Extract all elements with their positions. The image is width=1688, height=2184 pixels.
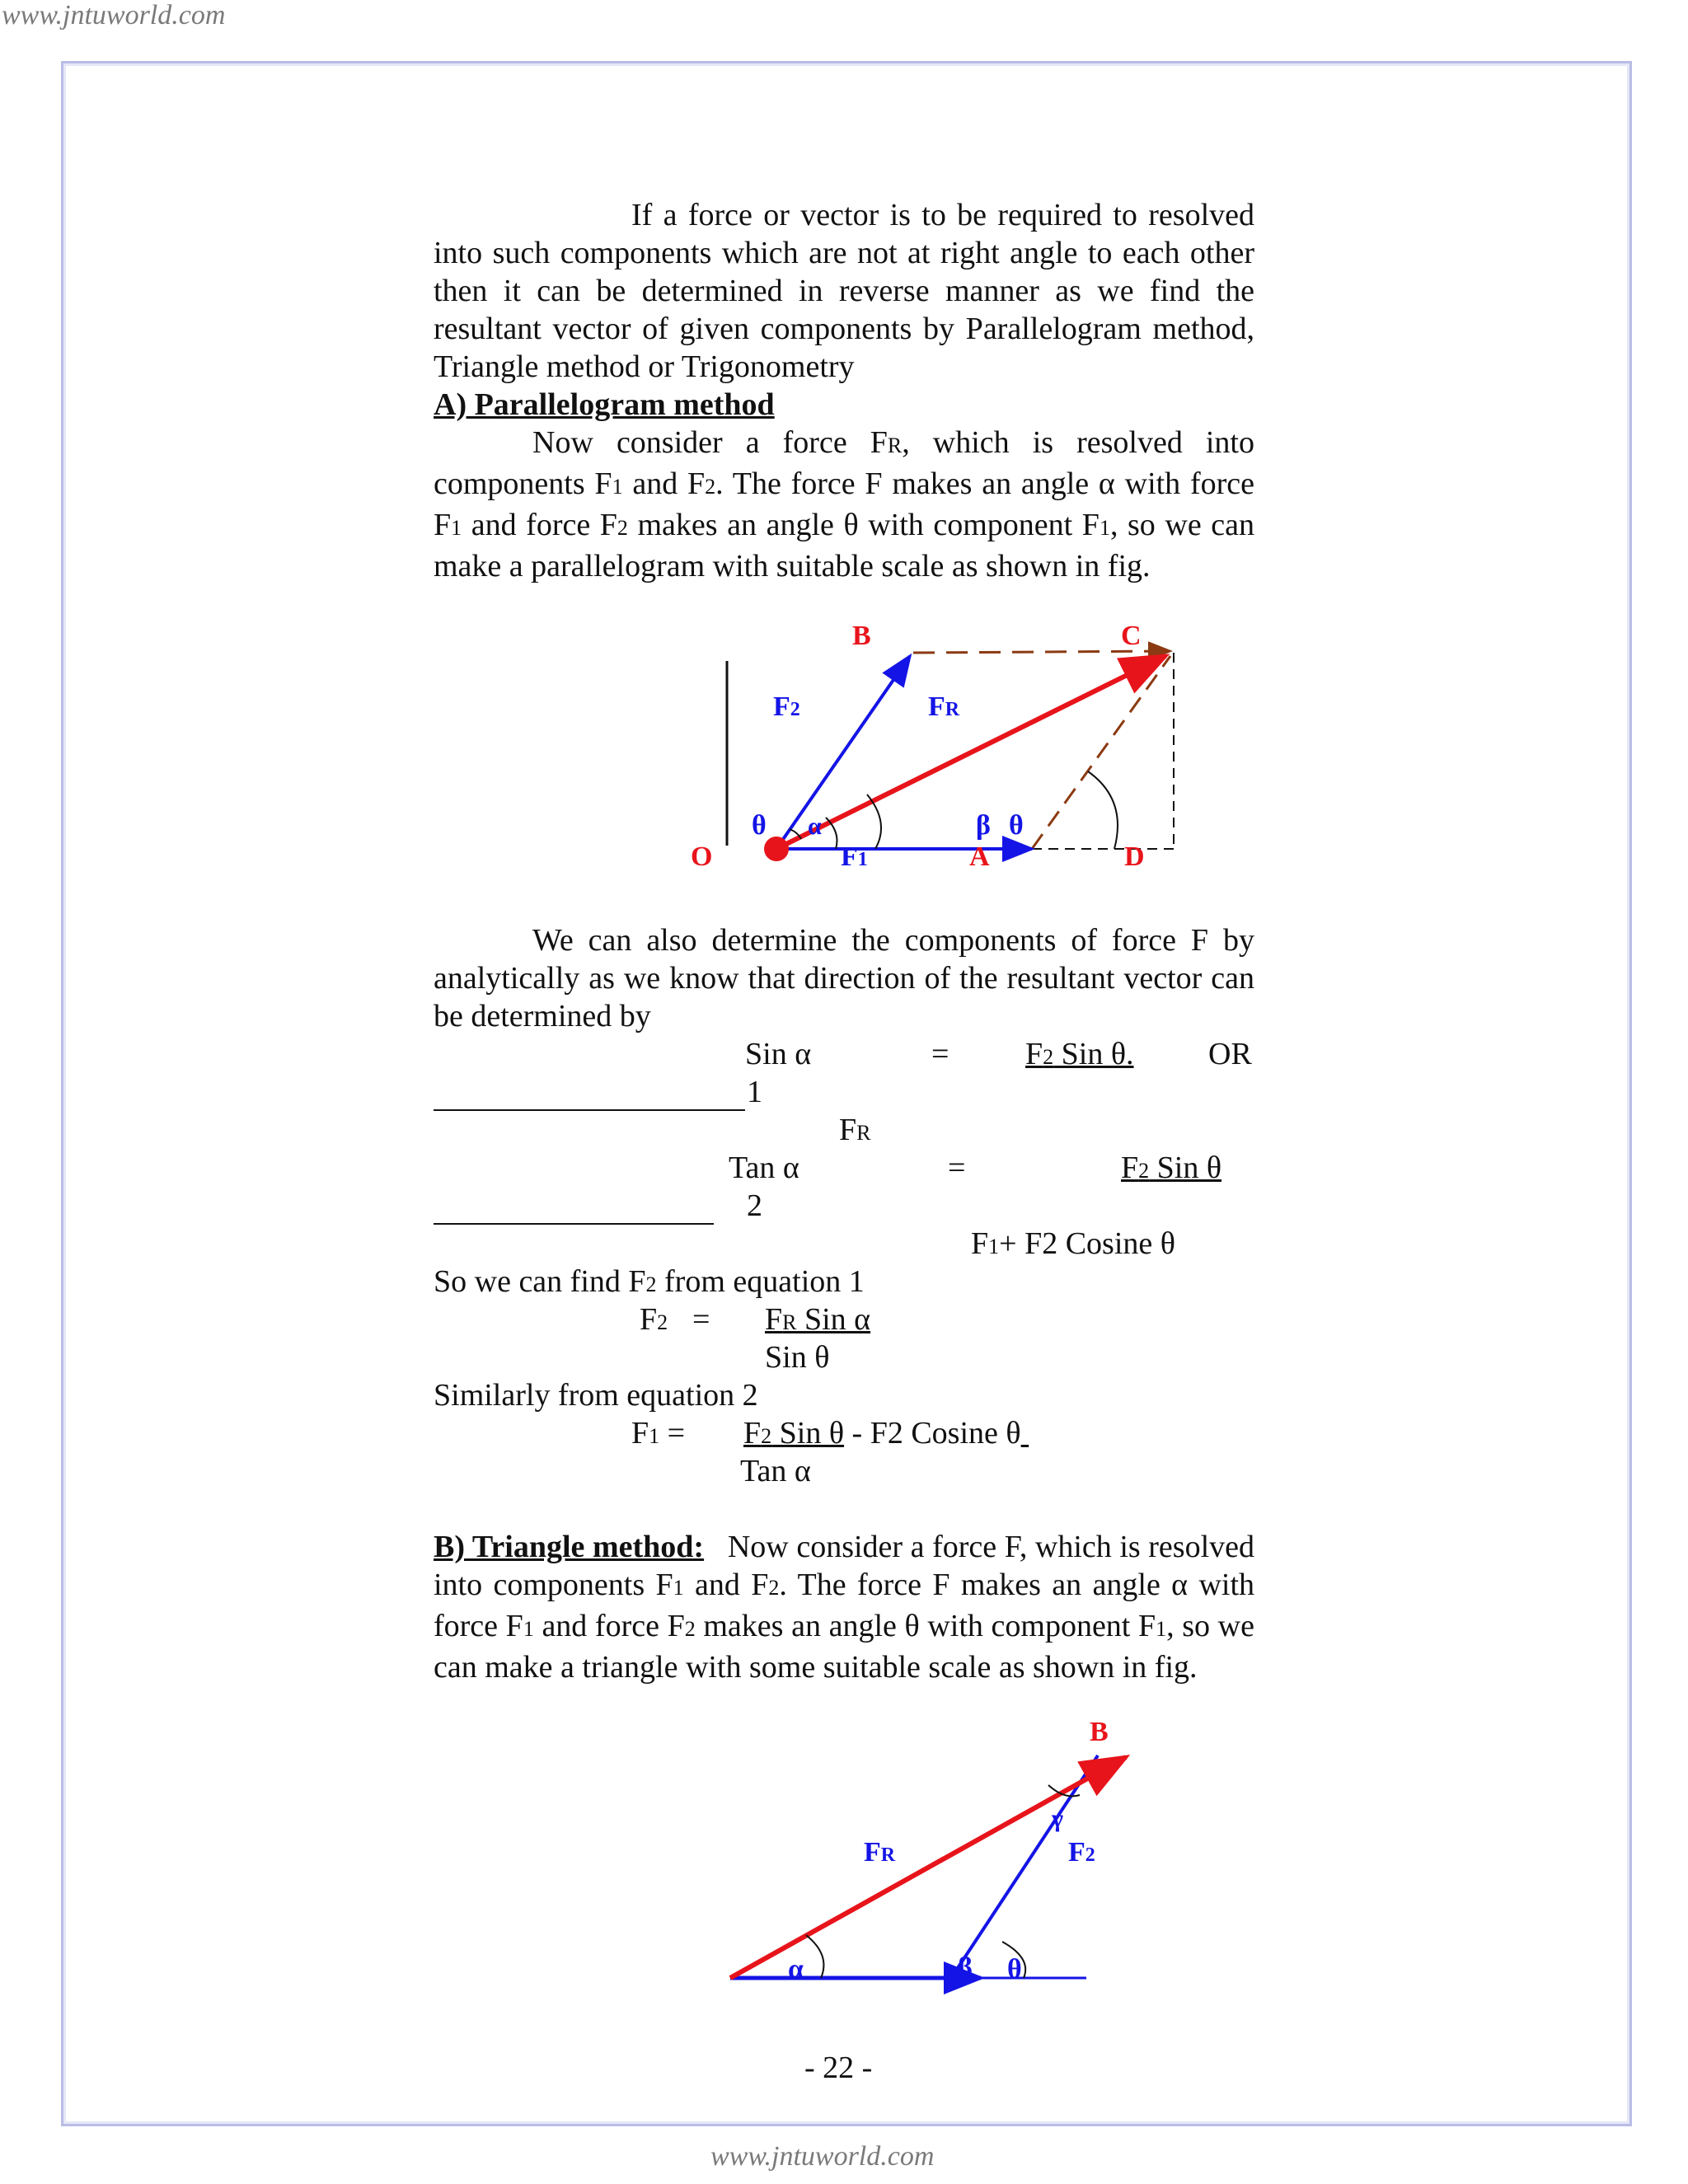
label-theta-2: θ	[1009, 810, 1024, 841]
label-f2: F2	[773, 691, 800, 722]
label-theta: θ	[752, 810, 767, 841]
eq2-denominator: F1+ F2 Cosine θ	[971, 1226, 1175, 1261]
eq1-denominator: FR	[839, 1113, 871, 1147]
label-f2: F2	[1068, 1837, 1095, 1868]
label-f1: F1	[841, 841, 868, 872]
label-beta: β	[976, 810, 991, 841]
label-beta: β	[958, 1952, 973, 1983]
label-a: A	[969, 841, 990, 872]
origin-point	[764, 837, 789, 861]
eq2-rule	[434, 1223, 714, 1225]
eq2-equals: =	[948, 1151, 966, 1185]
label-fr: FR	[864, 1837, 896, 1868]
eq1-numerator: F2 Sin θ.	[1025, 1037, 1134, 1071]
fr-vector	[730, 1757, 1126, 1978]
eq1-number: 1	[747, 1075, 762, 1109]
construction-line-ac	[1032, 656, 1170, 849]
eq2-number: 2	[747, 1188, 762, 1223]
section-a-heading: A) Parallelogram method	[434, 387, 775, 422]
label-alpha: α	[808, 813, 822, 840]
section-a-paragraph: Now consider a force FR, which is resolved into components F1 and F2. The force F makes an angle α with force F1 and force F2 makes an angle θ with component F1, so we can make a parallelogram with suitable scale as shown in fig.	[434, 425, 1255, 583]
f1-lhs: F1 =	[631, 1416, 686, 1451]
watermark-bottom: www.jntuworld.com	[710, 2141, 935, 2172]
angle-arc-alpha	[806, 1935, 823, 1978]
angle-arc-theta-d	[1088, 771, 1118, 849]
section-b-paragraph: B) Triangle method: Now consider a force F, which is resolved into components F1 and F2. The force F makes an angle α with force F1 and force F2 makes an angle θ with component F1, so we can make a triangle with some suitable scale as shown in fig.	[434, 1530, 1255, 1685]
find-f1-text: Similarly from equation 2	[434, 1378, 758, 1413]
f2-lhs: F2	[640, 1302, 668, 1337]
section-b-heading: B) Triangle method:	[434, 1530, 705, 1564]
intro-paragraph: If a force or vector is to be required to resolved into such components which are not at right angle to each other then it can be determined in reverse manner as we find the resultant vector of given components by Parallelogram method, Triangle method or Trigonometry	[434, 198, 1254, 384]
f1-denominator: Tan α	[740, 1454, 811, 1488]
f1-numerator: F2 Sin θ - F2 Cosine θ	[743, 1416, 1021, 1451]
label-d: D	[1124, 841, 1145, 872]
eq1-rule	[434, 1109, 745, 1111]
label-fr: FR	[928, 691, 960, 722]
find-f2-text: So we can find F2 from equation 1	[434, 1264, 865, 1299]
eq1-lhs: Sin α	[745, 1037, 812, 1071]
label-o: O	[691, 841, 713, 872]
eq1-equals: =	[931, 1037, 950, 1071]
label-b: B	[852, 621, 871, 651]
construction-line-bc	[913, 651, 1170, 653]
f2-vector	[776, 656, 910, 849]
triangle-figure	[709, 1714, 1109, 2011]
label-c: C	[1121, 621, 1142, 651]
f2-denominator: Sin θ	[765, 1340, 830, 1375]
fr-vector	[776, 656, 1165, 849]
eq1-or: OR	[1208, 1037, 1252, 1071]
eq2-numerator: F2 Sin θ	[1121, 1151, 1222, 1185]
label-theta: θ	[1007, 1954, 1022, 1985]
watermark-top: www.jntuworld.com	[2, 0, 226, 30]
parallelogram-figure	[676, 610, 1187, 890]
label-b: B	[1090, 1717, 1109, 1747]
label-alpha: α	[788, 1954, 804, 1985]
label-gamma: γ	[1052, 1805, 1064, 1832]
page-number: - 22 -	[804, 2050, 873, 2085]
eq2-lhs: Tan α	[729, 1151, 799, 1185]
f2-equals: =	[692, 1302, 710, 1337]
f2-numerator: FR Sin α	[765, 1302, 871, 1337]
analytic-paragraph: We can also determine the components of force F by analytically as we know that direction of the resultant vector can be determined by	[434, 923, 1254, 1033]
